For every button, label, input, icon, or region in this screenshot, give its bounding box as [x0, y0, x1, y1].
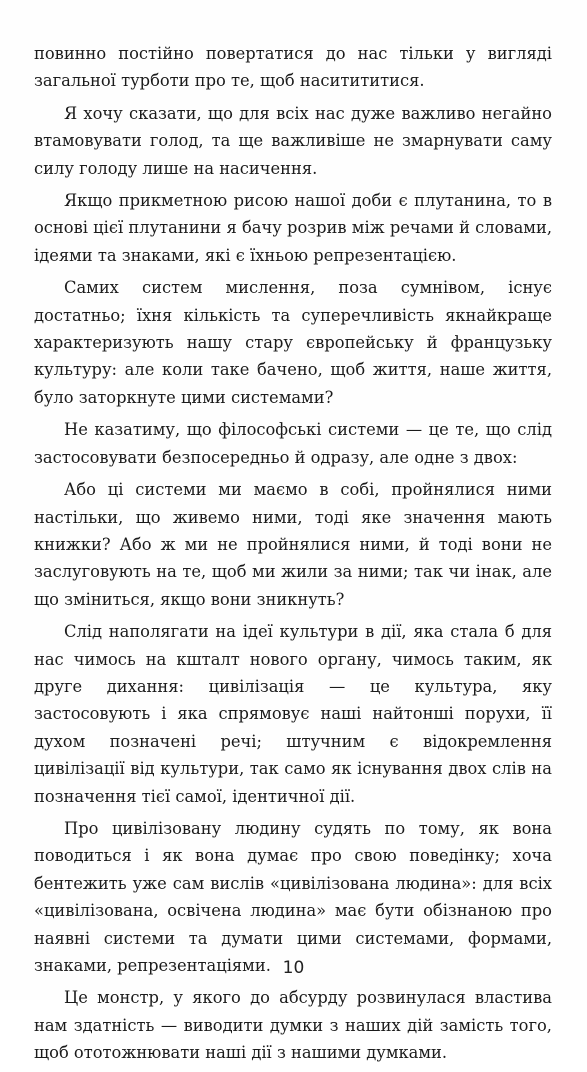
paragraph: Самих систем мислення, поза сумнівом, існує достатньо; їхня кількість та суперечливість якнайкраще характеризують нашу стару європейську й французьку культуру: але коли таке бачено, щоб життя, наше життя, було заторкнуте цими системами? [34, 278, 552, 407]
page-number: 10 [282, 958, 305, 978]
paragraph: Або ці системи ми маємо в собі, пройнялися ними настільки, що живемо ними, тоді яке значення мають книжки? Або ж ми не пройнялися ними, й тоді вони не заслуговують на те, щоб ми жили за ними; так чи інак, але що зміниться, якщо вони зникнуть? [34, 480, 552, 609]
paragraph: Я хочу сказати, що для всіх нас дуже важливо негайно втамовувати голод, та ще важливіше не змарнувати саму силу голоду лише на насичення. [34, 103, 552, 178]
paragraph: Слід наполягати на ідеї культури в дії, яка стала б для нас чимось на кшталт нового органу, чимось таким, як друге дихання: цивілізація — це культура, яку застосовують і яка спрямовує наші найтонші порухи, її духом позначені речі; штучним є відокремлення цивілізації від культури, так само як існування двох слів на позначення тієї самої, ідентичної дії. [34, 622, 552, 806]
paragraph: Не казатиму, що філософські системи — це те, що слід застосовувати безпосередньо й одразу, але одне з двох: [34, 420, 552, 467]
paragraph: Про цивілізовану людину судять по тому, як вона поводиться і як вона думає про свою поведінку; хоча бентежить уже сам вислів «цивілізована людина»: для всіх «цивілізована, освічена людина» має бути обізнаною про наявні системи та думати цими системами, формами, знаками, репрезентаціями. [34, 818, 552, 975]
paragraph: Це монстр, у якого до абсурду розвинулася властива нам здатність — виводити думки з наших дій замість того, щоб ототожнювати наші дії з нашими думками. [34, 988, 552, 1063]
body-text [34, 40, 552, 1072]
paragraph: Якщо прикметною рисою нашої доби є плутанина, то в основі цієї плутанини я бачу розрив між речами й словами, ідеями та знаками, які є їхньою репрезентацією. [34, 191, 552, 265]
paragraph-continuation: повинно постійно повертатися до нас тільки у вигляді загальної турботи про те, щоб наситититися. [34, 44, 552, 91]
